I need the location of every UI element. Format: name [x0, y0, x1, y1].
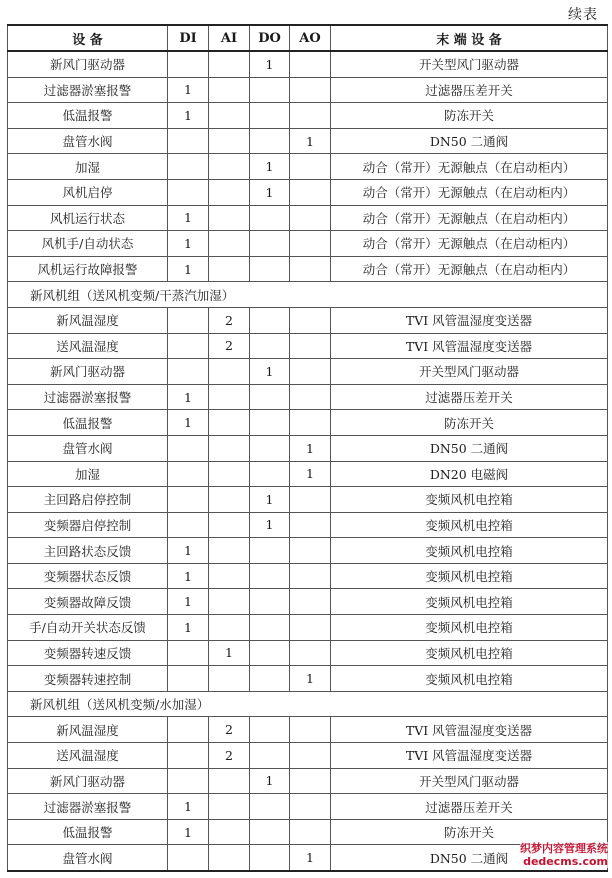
cell-di: 1 [168, 794, 209, 820]
table-row [8, 845, 608, 871]
cell-do: 1 [250, 359, 290, 385]
cell-do [250, 128, 290, 154]
cell-do [250, 538, 290, 564]
cell-do [250, 435, 290, 461]
cell-do [250, 77, 290, 103]
cell-di [168, 179, 209, 205]
cell-end-device: 变频风机电控箱 [331, 487, 608, 513]
cell-di [168, 128, 209, 154]
cell-end-device: 防冻开关 [331, 103, 608, 129]
cell-end-device: TVI 风管温湿度变送器 [331, 717, 608, 743]
cell-di [168, 512, 209, 538]
cell-device: 盘管水阀 [8, 128, 168, 154]
cell-ao [290, 333, 331, 359]
io-points-table [7, 24, 608, 872]
header-ai: AI [209, 25, 250, 51]
cell-device: 主回路启停控制 [8, 487, 168, 513]
cell-ai: 1 [209, 640, 250, 666]
cell-ao [290, 205, 331, 231]
cell-ai [209, 179, 250, 205]
cell-di: 1 [168, 103, 209, 129]
table-row [8, 538, 608, 564]
cell-end-device: TVI 风管温湿度变送器 [331, 333, 608, 359]
cell-device: 送风温湿度 [8, 333, 168, 359]
cell-end-device: 开关型风门驱动器 [331, 768, 608, 794]
cell-ao [290, 179, 331, 205]
cell-di: 1 [168, 538, 209, 564]
cell-ao [290, 563, 331, 589]
cell-ai [209, 205, 250, 231]
cell-device: 变频器启停控制 [8, 512, 168, 538]
cell-ao [290, 512, 331, 538]
cell-device: 新风温湿度 [8, 717, 168, 743]
cell-device: 盘管水阀 [8, 435, 168, 461]
cell-do [250, 640, 290, 666]
cell-do [250, 743, 290, 769]
cell-end-device: 防冻开关 [331, 819, 608, 845]
cell-ao: 1 [290, 128, 331, 154]
cell-device: 过滤器淤塞报警 [8, 384, 168, 410]
cell-di [168, 435, 209, 461]
cell-end-device: DN50 二通阀 [331, 435, 608, 461]
cell-do [250, 307, 290, 333]
table-row [8, 256, 608, 282]
table-row [8, 435, 608, 461]
cell-di [168, 307, 209, 333]
table-row [8, 640, 608, 666]
cell-ai [209, 768, 250, 794]
cell-ao: 1 [290, 666, 331, 692]
table-row [8, 512, 608, 538]
cell-device: 过滤器淤塞报警 [8, 794, 168, 820]
cell-di: 1 [168, 384, 209, 410]
table-row [8, 77, 608, 103]
cell-end-device: 动合（常开）无源触点（在启动柜内） [331, 231, 608, 257]
table-row [8, 205, 608, 231]
header-end-device: 末 端 设 备 [331, 25, 608, 51]
cell-device: 新风门驱动器 [8, 51, 168, 77]
cell-device: 盘管水阀 [8, 845, 168, 871]
table-row [8, 128, 608, 154]
cell-do [250, 819, 290, 845]
cell-ai [209, 819, 250, 845]
cell-ao [290, 154, 331, 180]
table-row [8, 154, 608, 180]
table-body [8, 51, 608, 871]
cell-device: 新风门驱动器 [8, 359, 168, 385]
cell-ao [290, 231, 331, 257]
table-row [8, 384, 608, 410]
cell-ai: 2 [209, 717, 250, 743]
cell-di [168, 768, 209, 794]
watermark-line-1: 织梦内容管理系统 [520, 842, 608, 855]
table-row [8, 333, 608, 359]
cell-di: 1 [168, 231, 209, 257]
cell-ao [290, 359, 331, 385]
header-di: DI [168, 25, 209, 51]
cell-do [250, 384, 290, 410]
cell-end-device: 变频风机电控箱 [331, 615, 608, 641]
group-header-row [8, 282, 608, 308]
group-label: 新风机组（送风机变频/水加湿） [8, 691, 608, 717]
cell-device: 新风温湿度 [8, 307, 168, 333]
cell-do: 1 [250, 179, 290, 205]
cell-ai [209, 359, 250, 385]
header-device: 设 备 [8, 25, 168, 51]
cell-ai: 2 [209, 743, 250, 769]
cell-ao [290, 615, 331, 641]
cell-device: 加湿 [8, 461, 168, 487]
cell-ai [209, 384, 250, 410]
cell-di: 1 [168, 77, 209, 103]
table-row [8, 768, 608, 794]
cell-do: 1 [250, 512, 290, 538]
cell-ai [209, 666, 250, 692]
cell-end-device: DN20 电磁阀 [331, 461, 608, 487]
cell-di [168, 845, 209, 871]
cell-do: 1 [250, 768, 290, 794]
cell-di [168, 333, 209, 359]
header-ao: AO [290, 25, 331, 51]
cell-di: 1 [168, 256, 209, 282]
table-row [8, 589, 608, 615]
cell-di [168, 666, 209, 692]
cell-ai [209, 845, 250, 871]
cell-end-device: 变频风机电控箱 [331, 538, 608, 564]
cell-device: 低温报警 [8, 103, 168, 129]
table-row [8, 666, 608, 692]
cell-do [250, 717, 290, 743]
cell-ao [290, 819, 331, 845]
cell-device: 变频器故障反馈 [8, 589, 168, 615]
cell-ao [290, 103, 331, 129]
cell-end-device: 动合（常开）无源触点（在启动柜内） [331, 256, 608, 282]
cell-end-device: 开关型风门驱动器 [331, 359, 608, 385]
cell-end-device: 变频风机电控箱 [331, 512, 608, 538]
cell-ai [209, 461, 250, 487]
cell-ao [290, 384, 331, 410]
cell-ao [290, 768, 331, 794]
cell-ao [290, 51, 331, 77]
cell-di: 1 [168, 563, 209, 589]
cell-di [168, 640, 209, 666]
cell-do [250, 461, 290, 487]
cell-ai [209, 794, 250, 820]
cell-do [250, 615, 290, 641]
cell-ao [290, 640, 331, 666]
cell-device: 风机手/自动状态 [8, 231, 168, 257]
cell-di: 1 [168, 589, 209, 615]
cell-ai [209, 615, 250, 641]
cell-di: 1 [168, 205, 209, 231]
cell-ao [290, 307, 331, 333]
cell-end-device: 开关型风门驱动器 [331, 51, 608, 77]
cell-device: 风机运行状态 [8, 205, 168, 231]
cell-device: 风机运行故障报警 [8, 256, 168, 282]
table-row [8, 307, 608, 333]
table-row [8, 359, 608, 385]
cell-ai: 2 [209, 333, 250, 359]
watermark [520, 842, 608, 868]
cell-di: 1 [168, 819, 209, 845]
cell-end-device: 变频风机电控箱 [331, 640, 608, 666]
cell-di [168, 51, 209, 77]
table-row [8, 487, 608, 513]
group-header-row [8, 691, 608, 717]
cell-ai [209, 487, 250, 513]
cell-ao [290, 538, 331, 564]
cell-end-device: 变频风机电控箱 [331, 589, 608, 615]
table-row [8, 231, 608, 257]
cell-device: 低温报警 [8, 410, 168, 436]
cell-ao [290, 410, 331, 436]
cell-device: 低温报警 [8, 819, 168, 845]
cell-ao [290, 717, 331, 743]
cell-ao [290, 743, 331, 769]
cell-ai [209, 103, 250, 129]
cell-end-device: 动合（常开）无源触点（在启动柜内） [331, 179, 608, 205]
cell-ai [209, 128, 250, 154]
cell-device: 手/自动开关状态反馈 [8, 615, 168, 641]
cell-ao [290, 589, 331, 615]
cell-device: 过滤器淤塞报警 [8, 77, 168, 103]
cell-do [250, 563, 290, 589]
group-label: 新风机组（送风机变频/干蒸汽加湿） [8, 282, 608, 308]
cell-di: 1 [168, 410, 209, 436]
cell-do [250, 794, 290, 820]
table-row [8, 179, 608, 205]
cell-ai [209, 51, 250, 77]
cell-ai: 2 [209, 307, 250, 333]
table-row [8, 743, 608, 769]
cell-device: 变频器转速控制 [8, 666, 168, 692]
cell-end-device: 动合（常开）无源触点（在启动柜内） [331, 154, 608, 180]
header-do: DO [250, 25, 290, 51]
cell-ai [209, 563, 250, 589]
cell-end-device: 变频风机电控箱 [331, 666, 608, 692]
cell-di [168, 717, 209, 743]
cell-di [168, 359, 209, 385]
cell-end-device: 防冻开关 [331, 410, 608, 436]
cell-di [168, 461, 209, 487]
cell-end-device: TVI 风管温湿度变送器 [331, 307, 608, 333]
cell-device: 变频器状态反馈 [8, 563, 168, 589]
cell-device: 主回路状态反馈 [8, 538, 168, 564]
cell-do: 1 [250, 154, 290, 180]
cell-end-device: 过滤器压差开关 [331, 77, 608, 103]
cell-do: 1 [250, 51, 290, 77]
cell-ai [209, 512, 250, 538]
cell-end-device: TVI 风管温湿度变送器 [331, 743, 608, 769]
cell-do [250, 589, 290, 615]
watermark-line-2: dedecms.com [523, 855, 608, 868]
table-row [8, 794, 608, 820]
cell-ai [209, 154, 250, 180]
table-row [8, 410, 608, 436]
cell-device: 风机启停 [8, 179, 168, 205]
cell-ao [290, 256, 331, 282]
continued-label: 续表 [568, 7, 598, 23]
cell-ai [209, 435, 250, 461]
cell-ai [209, 77, 250, 103]
cell-do [250, 666, 290, 692]
cell-ao [290, 487, 331, 513]
table-header-row [8, 25, 608, 51]
cell-ai [209, 231, 250, 257]
cell-device: 加湿 [8, 154, 168, 180]
cell-di [168, 487, 209, 513]
table-row [8, 819, 608, 845]
cell-device: 送风温湿度 [8, 743, 168, 769]
cell-ao [290, 794, 331, 820]
cell-ao: 1 [290, 435, 331, 461]
table-row [8, 717, 608, 743]
cell-ai [209, 256, 250, 282]
cell-device: 变频器转速反馈 [8, 640, 168, 666]
cell-end-device: 过滤器压差开关 [331, 794, 608, 820]
cell-do: 1 [250, 487, 290, 513]
cell-ai [209, 410, 250, 436]
cell-device: 新风门驱动器 [8, 768, 168, 794]
cell-end-device: 变频风机电控箱 [331, 563, 608, 589]
cell-di [168, 743, 209, 769]
cell-end-device: 动合（常开）无源触点（在启动柜内） [331, 205, 608, 231]
cell-ao: 1 [290, 461, 331, 487]
cell-di: 1 [168, 615, 209, 641]
cell-end-device: 过滤器压差开关 [331, 384, 608, 410]
cell-ao [290, 77, 331, 103]
cell-ao: 1 [290, 845, 331, 871]
cell-do [250, 103, 290, 129]
cell-end-device: DN50 二通阀 [331, 128, 608, 154]
cell-do [250, 231, 290, 257]
cell-do [250, 845, 290, 871]
table-row [8, 103, 608, 129]
table-row [8, 563, 608, 589]
cell-do [250, 205, 290, 231]
cell-ai [209, 589, 250, 615]
table-row [8, 461, 608, 487]
table-row [8, 615, 608, 641]
cell-di [168, 154, 209, 180]
cell-do [250, 333, 290, 359]
cell-do [250, 256, 290, 282]
cell-do [250, 410, 290, 436]
table-row [8, 51, 608, 77]
cell-ai [209, 538, 250, 564]
cell-end-device: DN50 二通阀 [331, 845, 608, 871]
